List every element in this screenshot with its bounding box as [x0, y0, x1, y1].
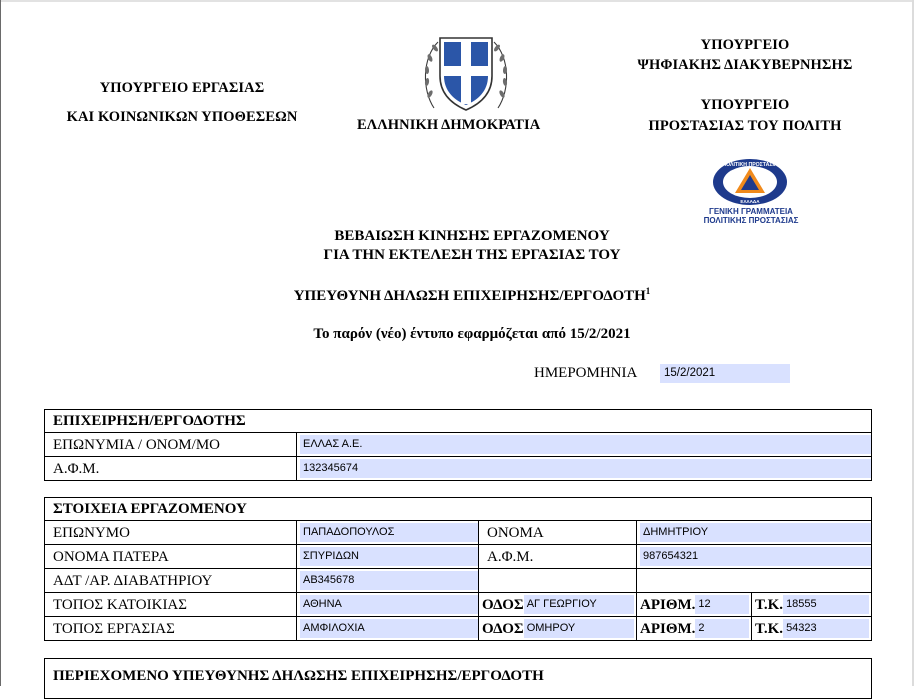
document-subtitle — [0, 286, 914, 305]
firstname-label: ΟΝΟΜΑ — [479, 521, 637, 545]
employer-name-field[interactable]: ΕΛΛΑΣ Α.Ε. — [300, 435, 871, 454]
surname-field[interactable]: ΠΑΠΑΔΟΠΟΥΛΟΣ — [300, 523, 478, 542]
document-title-line2: ΓΙΑ ΤΗΝ ΕΚΤΕΛΕΣΗ ΤΗΣ ΕΡΓΑΣΙΑΣ ΤΟΥ — [323, 247, 621, 263]
work-street-label: ΟΔΟΣ — [482, 620, 524, 637]
work-tk-field[interactable]: 54323 — [783, 619, 869, 638]
work-street-field[interactable]: ΟΜΗΡΟΥ — [524, 619, 634, 638]
employer-section-title: ΕΠΙΧΕΙΡΗΣΗ/ΕΡΓΟΔΟΤΗΣ — [45, 410, 872, 433]
surname-label: ΕΠΩΝΥΜΟ — [45, 521, 297, 545]
ministry-labour-line1: ΥΠΟΥΡΓΕΙΟ ΕΡΓΑΣΙΑΣ — [99, 80, 265, 96]
cp-logo-text: ΠΟΛΙΤΙΚΗ ΠΡΟΣΤΑΣΙΑ — [722, 162, 778, 168]
id-field[interactable]: ΑΒ345678 — [300, 571, 478, 590]
cp-logo-bottom: ΕΛΛΑΔΑ — [740, 199, 760, 204]
ministry-citizen-line1: ΥΠΟΥΡΓΕΙΟ — [700, 97, 790, 113]
civil-protection-logo-icon — [712, 158, 788, 206]
civil-protection-caption-line2: ΠΟΛΙΤΙΚΗΣ ΠΡΟΣΤΑΣΙΑΣ — [703, 216, 799, 225]
hellenic-republic-emblem-icon — [418, 28, 514, 116]
employer-afm-field[interactable]: 132345674 — [300, 459, 871, 478]
date-label: ΗΜΕΡΟΜΗΝΙΑ — [534, 365, 638, 381]
employee-table — [44, 497, 872, 641]
employee-afm-label: Α.Φ.Μ. — [479, 545, 637, 569]
content-section-title: ΠΕΡΙΕΧΟΜΕΝΟ ΥΠΕΥΘΥΝΗΣ ΔΗΛΩΣΗΣ ΕΠΙΧΕΙΡΗΣΗΣ/ΕΡΓΟΔΟΤΗ — [45, 659, 872, 699]
empty-cell — [637, 569, 872, 593]
work-number-label: ΑΡΙΘΜ. — [640, 620, 696, 637]
employer-table — [44, 409, 872, 481]
civil-protection-caption-line1: ΓΕΝΙΚΗ ΓΡΑΜΜΑΤΕΙΑ — [709, 207, 793, 216]
id-label: ΑΔΤ /ΑΡ. ΔΙΑΒΑΤΗΡΙΟΥ — [45, 569, 297, 593]
date-field[interactable]: 15/2/2021 — [660, 364, 790, 383]
empty-cell — [479, 569, 637, 593]
employer-afm-label: Α.Φ.Μ. — [45, 457, 297, 481]
work-place-field[interactable]: ΑΜΦΙΛΟΧΙΑ — [300, 619, 478, 638]
content-table — [44, 658, 872, 699]
residence-tk-field[interactable]: 18555 — [783, 595, 869, 614]
footnote-mark: 1 — [645, 286, 651, 296]
ministry-citizen-line2: ΠΡΟΣΤΑΣΙΑΣ ΤΟΥ ΠΟΛΙΤΗ — [648, 118, 842, 134]
work-tk-label: Τ.Κ. — [755, 620, 784, 637]
firstname-field[interactable]: ΔΗΜΗΤΡΙΟΥ — [640, 523, 871, 542]
effective-date-note: Το παρόν (νέο) έντυπο εφαρμόζεται από 15/2/2021 — [313, 326, 631, 342]
residence-number-label: ΑΡΙΘΜ. — [640, 596, 696, 613]
page-top-border — [0, 0, 914, 2]
work-place-label: ΤΟΠΟΣ ΕΡΓΑΣΙΑΣ — [45, 617, 297, 641]
hellenic-republic-label: ΕΛΛΗΝΙΚΗ ΔΗΜΟΚΡΑΤΙΑ — [357, 117, 541, 133]
employee-afm-field[interactable]: 987654321 — [640, 547, 871, 566]
page-left-border — [0, 0, 1, 686]
work-number-field[interactable]: 2 — [695, 619, 749, 638]
residence-field[interactable]: ΑΘΗΝΑ — [300, 595, 478, 614]
father-name-label: ΟΝΟΜΑ ΠΑΤΕΡΑ — [45, 545, 297, 569]
employee-section-title: ΣΤΟΙΧΕΙΑ ΕΡΓΑΖΟΜΕΝΟΥ — [45, 498, 872, 521]
residence-street-field[interactable]: ΑΓ ΓΕΩΡΓΙΟΥ — [524, 595, 634, 614]
ministry-digital-line2: ΨΗΦΙΑΚΗΣ ΔΙΑΚΥΒΕΡΝΗΣΗΣ — [637, 57, 853, 73]
employer-name-label: ΕΠΩΝΥΜΙΑ / ΟΝΟΜ/ΜΟ — [45, 433, 297, 457]
residence-street-label: ΟΔΟΣ — [482, 596, 524, 613]
residence-number-field[interactable]: 12 — [695, 595, 749, 614]
document-title-line1: ΒΕΒΑΙΩΣΗ ΚΙΝΗΣΗΣ ΕΡΓΑΖΟΜΕΝΟΥ — [334, 228, 610, 244]
residence-tk-label: Τ.Κ. — [755, 596, 784, 613]
ministry-digital-line1: ΥΠΟΥΡΓΕΙΟ — [700, 37, 790, 53]
subtitle-text: ΥΠΕΥΘΥΝΗ ΔΗΛΩΣΗ ΕΠΙΧΕΙΡΗΣΗΣ/ΕΡΓΟΔΟΤΗ — [293, 288, 646, 304]
father-name-field[interactable]: ΣΠΥΡΙΔΩΝ — [300, 547, 478, 566]
ministry-labour-line2: ΚΑΙ ΚΟΙΝΩΝΙΚΩΝ ΥΠΟΘΕΣΕΩΝ — [66, 109, 298, 125]
residence-label: ΤΟΠΟΣ ΚΑΤΟΙΚΙΑΣ — [45, 593, 297, 617]
